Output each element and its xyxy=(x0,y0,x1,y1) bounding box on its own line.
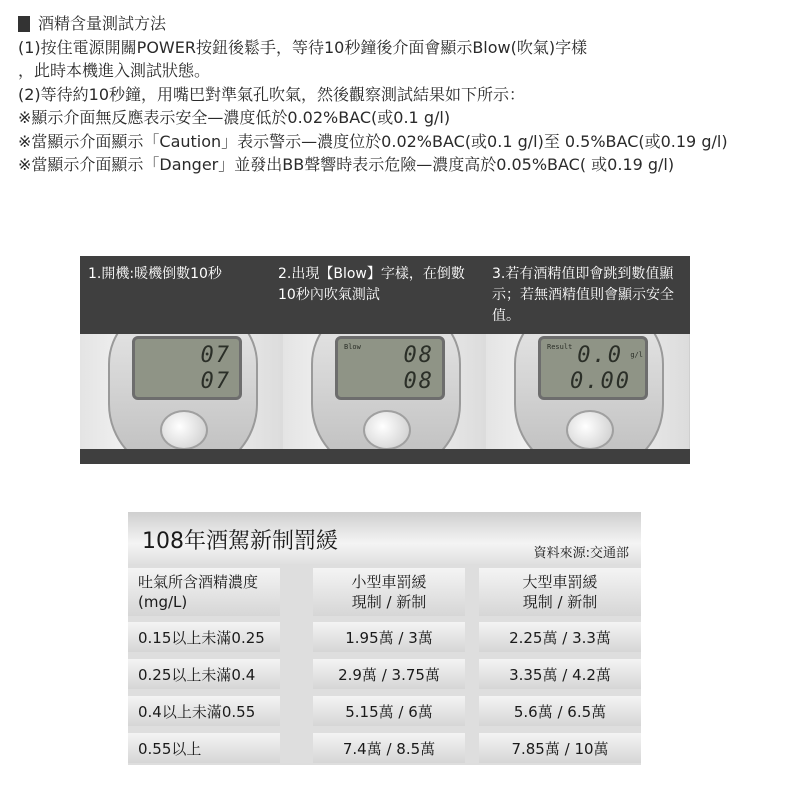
step-photo xyxy=(283,334,486,449)
fine-table xyxy=(128,512,641,765)
step-photo xyxy=(486,334,689,449)
column-header-line: (mg/L) xyxy=(138,593,188,611)
breathalyzer-device xyxy=(108,334,258,449)
steps-footer-bar xyxy=(80,449,690,464)
fine-table-source: 資料來源:交通部 xyxy=(533,546,629,561)
fine-table-header xyxy=(128,512,641,564)
instruction-line: ※當顯示介面顯示「Caution」表示警示—濃度位於0.02%BAC(或0.1 g/l)至 0.5%BAC(或0.19 g/l) xyxy=(18,131,728,151)
table-cell: 5.6萬 / 6.5萬 xyxy=(479,696,641,726)
power-button xyxy=(363,410,411,449)
table-cell: 7.85萬 / 10萬 xyxy=(479,733,641,763)
column-header xyxy=(479,568,641,616)
heading-bullet-icon xyxy=(18,16,30,32)
lcd-display xyxy=(335,336,445,400)
column-header xyxy=(128,568,280,616)
lcd-display xyxy=(538,336,648,400)
lcd-unit: g/l xyxy=(630,351,643,359)
fine-table-title: 108年酒駕新制罰緩 xyxy=(142,529,338,554)
table-cell: 3.35萬 / 4.2萬 xyxy=(479,659,641,689)
column-header xyxy=(313,568,465,616)
instruction-line: (2)等待約10秒鐘，用嘴巴對準氣孔吹氣，然後觀察測試結果如下所示： xyxy=(18,84,526,104)
table-cell: 0.25以上未滿0.4 xyxy=(128,659,280,689)
lcd-display xyxy=(132,336,242,400)
lcd-reading: 0.0 xyxy=(577,343,623,368)
instruction-line: ※當顯示介面顯示「Danger」並發出BB聲響時表示危險—濃度高於0.05%BAC( 或0.19 g/l) xyxy=(18,155,675,174)
instructions-heading xyxy=(18,12,788,36)
instructions-section xyxy=(18,12,788,177)
table-cell: 0.15以上未滿0.25 xyxy=(128,622,280,652)
instructions-title: 酒精含量測試方法 xyxy=(38,14,167,33)
step-caption: 2.出現【Blow】字樣，在倒數10秒內吹氣測試 xyxy=(278,266,465,303)
table-cell: 0.4以上未滿0.55 xyxy=(128,696,280,726)
step-caption: 1.開機:暖機倒數10秒 xyxy=(88,266,222,282)
lcd-reading: 07 xyxy=(200,343,231,368)
table-cell: 7.4萬 / 8.5萬 xyxy=(313,733,465,763)
lcd-reading: 08 xyxy=(403,343,434,368)
column-header-line: 吐氣所含酒精濃度 xyxy=(138,573,259,591)
table-cell: 2.25萬 / 3.3萬 xyxy=(479,622,641,652)
lcd-reading: 08 xyxy=(403,369,434,394)
table-cell: 2.9萬 / 3.75萬 xyxy=(313,659,465,689)
table-cell: 0.55以上 xyxy=(128,733,280,763)
breathalyzer-device xyxy=(514,334,664,449)
lcd-reading: 0.00 xyxy=(570,369,631,394)
column-header-line: 大型車罰緩 xyxy=(522,573,598,591)
step-photo xyxy=(80,334,283,449)
steps-illustration xyxy=(80,256,690,464)
instruction-line: ※顯示介面無反應表示安全—濃度低於0.02%BAC(或0.1 g/l) xyxy=(18,108,451,127)
lcd-tag: Result xyxy=(547,343,573,351)
table-cell: 1.95萬 / 3萬 xyxy=(313,622,465,652)
column-header-line: 小型車罰緩 xyxy=(351,573,427,591)
instruction-line: (1)按住電源開關POWER按鈕後鬆手，等待10秒鐘後介面會顯示Blow(吹氣)字樣 xyxy=(18,37,588,57)
column-header-line: 現制 / 新制 xyxy=(351,593,427,611)
instruction-line: ，此時本機進入測試狀態。 xyxy=(18,61,211,80)
power-button xyxy=(566,410,614,449)
breathalyzer-device xyxy=(311,334,461,449)
column-header-line: 現制 / 新制 xyxy=(522,593,598,611)
table-cell: 5.15萬 / 6萬 xyxy=(313,696,465,726)
step-caption: 3.若有酒精值即會跳到數值顯示；若無酒精值則會顯示安全值。 xyxy=(492,266,674,324)
power-button xyxy=(160,410,208,449)
lcd-reading: 07 xyxy=(200,369,231,394)
lcd-tag: Blow xyxy=(344,343,361,351)
